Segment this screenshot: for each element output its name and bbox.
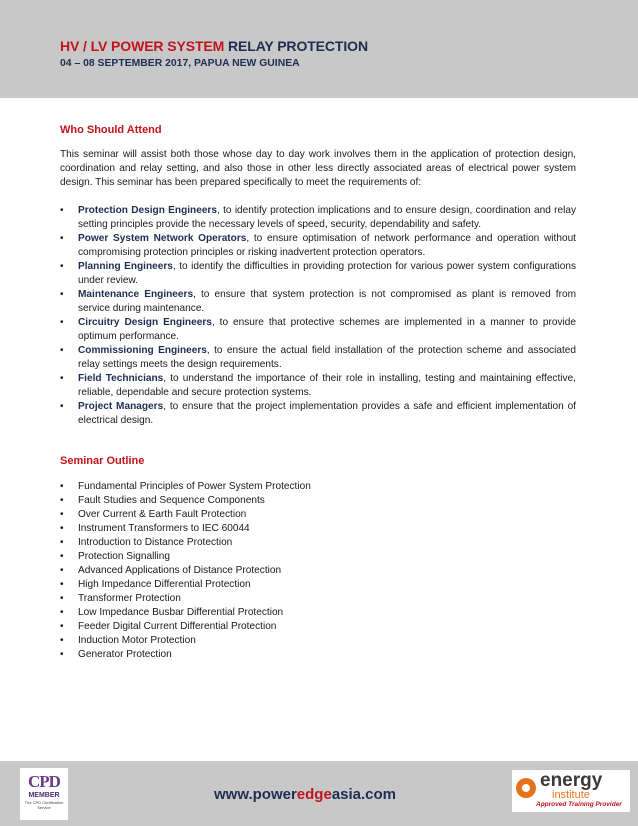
bullet-icon: •	[60, 317, 64, 328]
bullet-icon: •	[60, 579, 64, 590]
outline-item	[60, 648, 576, 662]
outline-item	[60, 578, 576, 592]
attendee-list-item	[60, 288, 576, 316]
outline-item	[60, 536, 576, 550]
outline-item	[60, 550, 576, 564]
bullet-icon: •	[60, 233, 64, 244]
outline-item-text: Instrument Transformers to IEC 60044	[78, 523, 250, 534]
page-title	[60, 38, 368, 54]
outline-item-text: Advanced Applications of Distance Protection	[78, 565, 282, 576]
website-pre: www.power	[214, 786, 297, 803]
outline-item-text: Induction Motor Protection	[78, 635, 196, 646]
outline-item-text: Low Impedance Busbar Differential Protection	[78, 607, 284, 618]
website-link[interactable]	[214, 786, 396, 803]
outline-item-text: Protection Signalling	[78, 551, 171, 562]
attendee-role-description: , to ensure that protective schemes are implemented in a manner to provide optimum performance.	[78, 317, 576, 342]
outline-item	[60, 508, 576, 522]
attendee-role: Commissioning Engineers	[78, 345, 207, 356]
energy-swirl-icon	[516, 778, 536, 798]
outline-item	[60, 522, 576, 536]
attendee-list	[60, 204, 576, 428]
attendee-role: Field Technicians	[78, 373, 164, 384]
attendee-role-description: , to ensure optimisation of network performance and operation without compromising protection principles or risking inadvertent protection operators.	[78, 233, 576, 258]
ei-logo-word: energy	[540, 770, 603, 791]
attendee-role: Maintenance Engineers	[78, 289, 194, 300]
outline-item	[60, 620, 576, 634]
bullet-icon: •	[60, 621, 64, 632]
bullet-icon: •	[60, 481, 64, 492]
outline-item-text: High Impedance Differential Protection	[78, 579, 251, 590]
bullet-icon: •	[60, 551, 64, 562]
outline-item-text: Fundamental Principles of Power System Protection	[78, 481, 311, 492]
outline-item-text: Fault Studies and Sequence Components	[78, 495, 265, 506]
attendee-list-item	[60, 372, 576, 400]
outline-item	[60, 634, 576, 648]
attendee-role-description: , to identify the difficulties in providing protection for various power system configurations under review.	[78, 261, 576, 286]
bullet-icon: •	[60, 261, 64, 272]
attendee-list-item	[60, 232, 576, 260]
bullet-icon: •	[60, 607, 64, 618]
attendee-role: Circuitry Design Engineers	[78, 317, 212, 328]
bullet-icon: •	[60, 495, 64, 506]
outline-list	[60, 480, 576, 662]
outline-item-text: Introduction to Distance Protection	[78, 537, 233, 548]
outline-item	[60, 606, 576, 620]
attendee-list-item	[60, 400, 576, 428]
bullet-icon: •	[60, 565, 64, 576]
attendee-role: Planning Engineers	[78, 261, 173, 272]
bullet-icon: •	[60, 537, 64, 548]
attendee-list-item	[60, 344, 576, 372]
ei-logo-tagline: Approved Training Provider	[536, 801, 622, 808]
bullet-icon: •	[60, 509, 64, 520]
title-rest: RELAY PROTECTION	[224, 38, 368, 54]
outline-item-text: Over Current & Earth Fault Protection	[78, 509, 247, 520]
who-intro-paragraph: This seminar will assist both those whose day to day work involves them in the application of protection design, coordination and relay setting, and also those in other less directly associated areas of electrical power system design. This seminar has been prepared specifically to meet the requirements of:	[60, 149, 576, 188]
energy-institute-logo	[512, 770, 630, 812]
who-should-attend-heading: Who Should Attend	[60, 124, 162, 136]
outline-item	[60, 480, 576, 494]
cpd-small-text: The CPD Certification Service	[24, 800, 64, 810]
attendee-list-item	[60, 316, 576, 344]
outline-item	[60, 564, 576, 578]
ei-logo-institute: institute	[552, 789, 590, 801]
bullet-icon: •	[60, 523, 64, 534]
title-highlight: HV / LV POWER SYSTEM	[60, 38, 225, 54]
cpd-member-text: MEMBER	[28, 792, 60, 799]
attendee-role-description: , to ensure that system protection is not compromised as plant is removed from service during maintenance.	[78, 289, 576, 314]
attendee-role: Power System Network Operators	[78, 233, 247, 244]
bullet-icon: •	[60, 345, 64, 356]
attendee-role: Project Managers	[78, 401, 164, 412]
outline-item-text: Transformer Protection	[78, 593, 181, 604]
bullet-icon: •	[60, 593, 64, 604]
attendee-role-description: , to identify protection implications and to ensure design, coordination and relay setting principles provide the necessary levels of speed, security, dependability and safety.	[78, 205, 576, 230]
bullet-icon: •	[60, 205, 64, 216]
bullet-icon: •	[60, 401, 64, 412]
outline-item-text: Feeder Digital Current Differential Protection	[78, 621, 277, 632]
event-date-location: 04 – 08 SEPTEMBER 2017, PAPUA NEW GUINEA	[60, 58, 300, 69]
bullet-icon: •	[60, 649, 64, 660]
cpd-logo-text: CPD	[28, 772, 60, 791]
seminar-outline-heading: Seminar Outline	[60, 455, 145, 467]
attendee-role-description: , to understand the importance of their role in installing, testing and maintaining effective, reliable, dependable and secure protection systems.	[78, 373, 576, 398]
bullet-icon: •	[60, 289, 64, 300]
cpd-member-logo	[20, 768, 68, 820]
website-post: asia.com	[331, 786, 397, 803]
attendee-role-description: , to ensure the actual field installation of the protection scheme and associated relay settings meets the design requirements.	[78, 345, 576, 370]
bullet-icon: •	[60, 635, 64, 646]
bullet-icon: •	[60, 373, 64, 384]
attendee-role-description: , to ensure that the project implementation provides a safe and efficient implementation of electrical design.	[78, 401, 576, 426]
outline-item-text: Generator Protection	[78, 649, 172, 660]
header-band	[0, 0, 638, 98]
website-mid: edge	[296, 786, 332, 803]
outline-item	[60, 494, 576, 508]
attendee-role: Protection Design Engineers	[78, 205, 217, 216]
attendee-list-item	[60, 204, 576, 232]
outline-item	[60, 592, 576, 606]
attendee-list-item	[60, 260, 576, 288]
